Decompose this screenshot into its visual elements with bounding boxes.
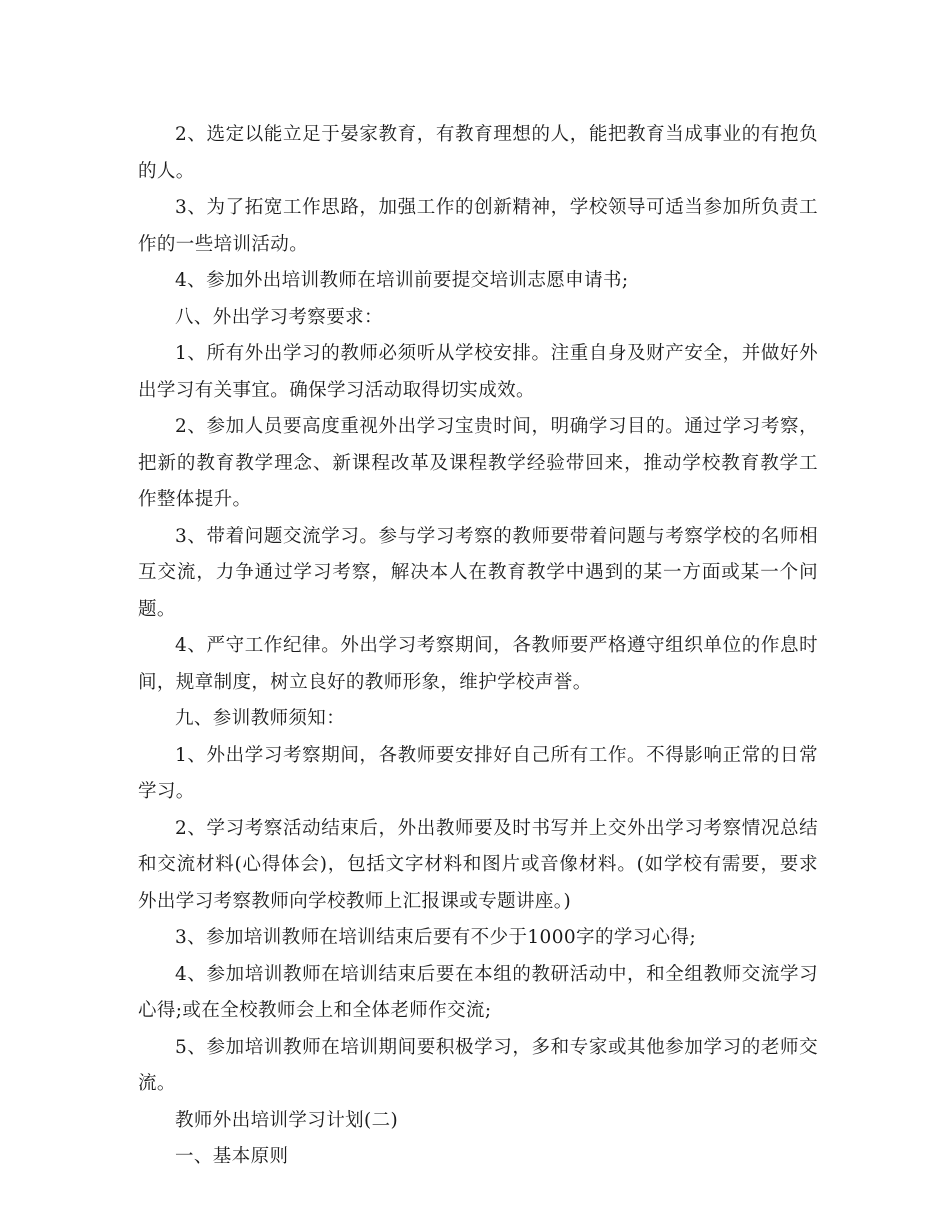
paragraph: 2、参加人员要高度重视外出学习宝贵时间，明确学习目的。通过学习考察，把新的教育教学理念、新课程改革及课程教学经验带回来，推动学校教育教学工作整体提升。 bbox=[138, 416, 818, 510]
paragraph: 2、学习考察活动结束后，外出教师要及时书写并上交外出学习考察情况总结和交流材料(心得体会)，包括文字材料和图片或音像材料。(如学校有需要，要求外出学习考察教师向学校教师上汇报课或专题讲座。) bbox=[138, 817, 818, 912]
paragraph: 1、外出学习考察期间，各教师要安排好自己所有工作。不得影响正常的日常学习。 bbox=[138, 744, 818, 802]
document-subtitle: 教师外出培训学习计划(二) bbox=[175, 1109, 399, 1131]
section-heading: 一、基本原则 bbox=[175, 1146, 289, 1167]
paragraph: 3、为了拓宽工作思路，加强工作的创新精神，学校领导可适当参加所负责工作的一些培训活动。 bbox=[138, 197, 818, 255]
paragraph: 3、参加培训教师在培训结束后要有不少于1000字的学习心得; bbox=[175, 927, 697, 948]
section-heading: 八、外出学习考察要求： bbox=[175, 306, 383, 328]
paragraph: 4、参加培训教师在培训结束后要在本组的教研活动中，和全组教师交流学习心得;或在全校教师会上和全体老师作交流; bbox=[138, 963, 818, 1021]
paragraph: 4、严守工作纪律。外出学习考察期间，各教师要严格遵守组织单位的作息时间，规章制度，树立良好的教师形象，维护学校声誉。 bbox=[138, 635, 818, 693]
paragraph: 5、参加培训教师在培训期间要积极学习，多和专家或其他参加学习的老师交流。 bbox=[138, 1036, 818, 1094]
paragraph: 4、参加外出培训教师在培训前要提交培训志愿申请书; bbox=[175, 270, 629, 291]
paragraph: 1、所有外出学习的教师必须听从学校安排。注重自身及财产安全，并做好外出学习有关事宜。确保学习活动取得切实成效。 bbox=[138, 343, 818, 401]
section-heading: 九、参训教师须知： bbox=[175, 708, 346, 729]
document-body bbox=[138, 117, 818, 1176]
paragraph: 3、带着问题交流学习。参与学习考察的教师要带着问题与考察学校的名师相互交流，力争通过学习考察，解决本人在教育教学中遇到的某一方面或某一个问题。 bbox=[138, 525, 818, 620]
paragraph: 2、选定以能立足于晏家教育，有教育理想的人，能把教育当成事业的有抱负的人。 bbox=[138, 124, 818, 182]
